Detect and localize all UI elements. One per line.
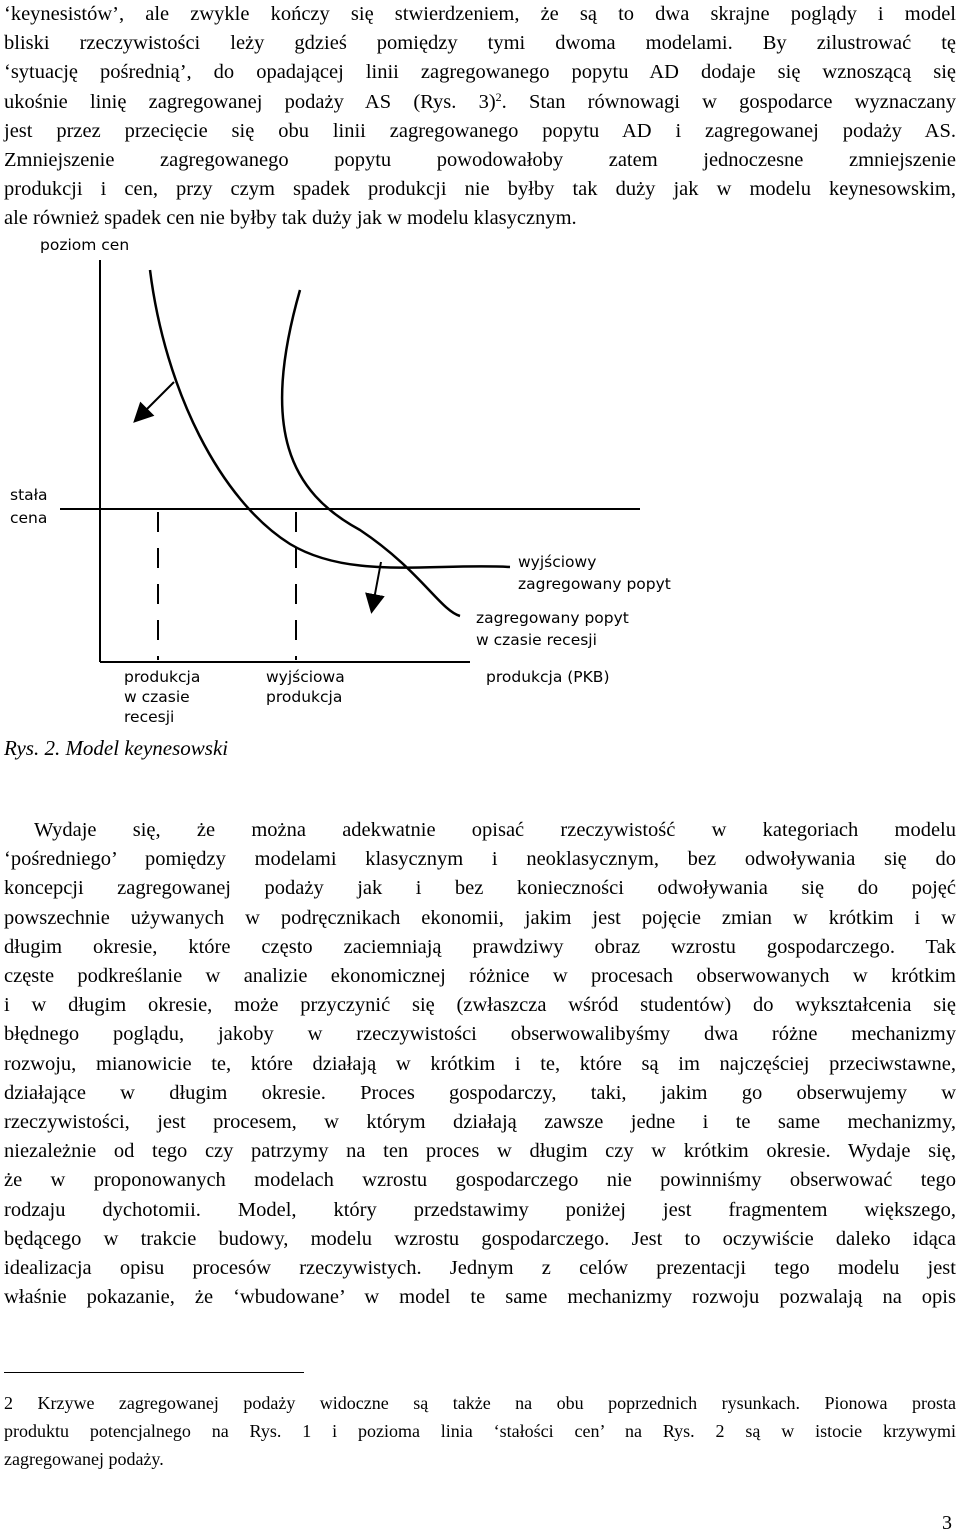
footnote-line: zagregowanej podaży. xyxy=(4,1449,164,1469)
text-line: ‘pośredniego’ pomiędzy modelami klasycznym i neoklasycznym, bez odwoływania się do xyxy=(4,848,956,871)
text-line: Wydaje się, że można adekwatnie opisać rzeczywistość w kategoriach modelu xyxy=(34,819,956,841)
footnote-number: 2 xyxy=(4,1393,13,1413)
text-line: powszechnie używanych w podręcznikach ekonomii, jakim jest pojęcie zmian w krótkim i w xyxy=(4,906,956,929)
text-line: niezależnie od tego czy patrzymy na ten proces w długim czy w krótkim okresie. Wydaje się, xyxy=(4,1140,956,1163)
text-line: Zmniejszenie zagregowanego popytu powodowałoby zatem jednoczesne zmniejszenie xyxy=(4,149,956,172)
shift-arrow-lower xyxy=(372,562,381,610)
recession-demand-label-1: zagregowany popyt xyxy=(476,609,629,627)
shift-arrow-upper xyxy=(136,382,174,420)
page-number: 3 xyxy=(942,1512,952,1534)
footnote xyxy=(4,1389,956,1473)
text-line: ‘keynesistów’, ale zwykle kończy się stwierdzeniem, że są to dwa skrajne poglądy i model xyxy=(4,3,956,25)
text-line: ale również spadek cen nie byłby tak duży jak w modelu klasycznym. xyxy=(4,207,577,230)
text-line: ‘sytuację pośrednią’, do opadającej linii zagregowanego popytu AD dodaje się wznoszącą się xyxy=(4,61,956,84)
text-line: błędnego poglądu, jakoby w rzeczywistości obserwowalibyśmy dwa różne mechanizmy xyxy=(4,1023,956,1046)
initial-output-label-2: produkcja xyxy=(266,688,343,706)
text-line: i w długim okresie, może przyczynić się (zwłaszcza wśród studentów) do wykształcenia się xyxy=(4,994,956,1017)
text-line: częste podkreślanie w analizie ekonomicznej różnice w procesach obserwowanych w krótkim xyxy=(4,965,956,988)
text-line: produkcji i cen, przy czym spadek produkcji nie byłby tak duży jak w modelu keynesowskim, xyxy=(4,178,956,201)
footnote-separator xyxy=(4,1372,304,1373)
recession-demand-label-2: w czasie recesji xyxy=(476,631,597,649)
text-line: że w proponowanych modelach wzrostu gospodarczego nie powinniśmy obserwować tego xyxy=(4,1169,956,1192)
figure-caption: Rys. 2. Model keynesowski xyxy=(4,736,229,760)
footnote-ref[interactable]: 2 xyxy=(495,89,502,104)
text-line: rzeczywistości, jest procesem, w którym działają zawsze jedne i te same mechanizmy, xyxy=(4,1111,956,1134)
text-line: koncepcji zagregowanej podaży jak i bez konieczności odwoływania się do pojęć xyxy=(4,877,956,900)
text-line: będącego w trakcie budowy, modelu wzrostu gospodarczego. Jest to oczywiście daleko idąca xyxy=(4,1227,956,1250)
text-line: rodzaju dychotomii. Model, który przedstawimy poniżej jest fragmentem większego, xyxy=(4,1198,956,1221)
text-line: rozwoju, mianowicie te, które działają w krótkim i te, które są im najczęściej przeciwstawne, xyxy=(4,1052,956,1075)
text-line: bliski rzeczywistości leży gdzieś pomiędzy tymi dwoma modelami. By zilustrować tę xyxy=(4,32,956,55)
text-line: jest przez przecięcie się obu linii zagregowanego popytu AD i zagregowanej podaży AS. xyxy=(4,119,956,142)
initial-demand-label-1: wyjściowy xyxy=(518,553,597,571)
keynesian-model-diagram xyxy=(0,230,720,730)
text-line: idealizacja opisu procesów rzeczywistych. Jednym z celów prezentacji tego modelu jest xyxy=(4,1257,956,1280)
fixed-price-label-2: cena xyxy=(10,509,48,527)
recession-output-label-2: w czasie xyxy=(124,688,190,706)
footnote-line: produktu potencjalnego na Rys. 1 i pozioma linia ‘stałości cen’ na Rys. 2 są w istocie krzywymi xyxy=(4,1421,956,1441)
y-axis-label: poziom cen xyxy=(40,236,130,254)
footnote-line: 2 Krzywe zagregowanej podaży widoczne są także na obu poprzednich rysunkach. Pionowa prosta xyxy=(4,1393,956,1413)
paragraph-intro xyxy=(4,0,956,234)
initial-demand-curve xyxy=(150,270,510,568)
recession-output-label-3: recesji xyxy=(124,708,175,726)
text-line: długim okresie, które często zaciemniają prawdziwy obraz wzrostu gospodarczego. Tak xyxy=(4,935,956,958)
fixed-price-label-1: stała xyxy=(10,486,48,504)
initial-demand-label-2: zagregowany popyt xyxy=(518,575,671,593)
initial-output-label-1: wyjściowa xyxy=(266,668,345,686)
text-line: działające w długim okresie. Proces gospodarczy, taki, jakim go obserwujemy w xyxy=(4,1081,956,1104)
text-line-with-footnote: ukośnie linię zagregowanej podaży AS (Rys. 3)$^2$. Stan równowagi w gospodarce wyznaczany xyxy=(4,89,956,113)
x-axis-label: produkcja (PKB) xyxy=(486,668,610,686)
text-line: właśnie pokazanie, że ‘wbudowane’ w model te same mechanizmy rozwoju pozwalają na opis xyxy=(4,1286,956,1309)
recession-output-label-1: produkcja xyxy=(124,668,201,686)
paragraph-main xyxy=(4,816,956,1312)
